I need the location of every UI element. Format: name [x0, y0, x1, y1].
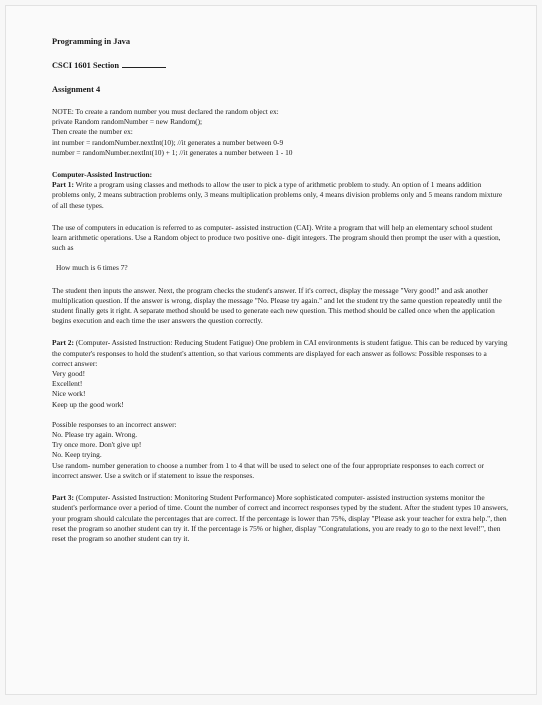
note-block [52, 107, 508, 158]
note-line: NOTE: To create a random number you must declared the random object ex: [52, 107, 279, 116]
part3-label: Part 3: [52, 493, 74, 503]
correct-response: Keep up the good work! [52, 399, 124, 409]
correct-response: Excellent! [52, 379, 83, 389]
note-line: private Random randomNumber = new Random(); [52, 117, 203, 127]
section-blank [122, 61, 166, 68]
cai-intro-paragraph: The use of computers in education is referred to as computer- assisted instruction (CAI). Write a program that will help an elementary school student learn arithmetic operations. Use a Random object to produce two positive one- digit integers. The program should then prompt the user with a question, such as [52, 222, 501, 253]
incorrect-responses-list [52, 420, 508, 461]
cai-heading: Computer-Assisted Instruction: [52, 170, 153, 180]
part2-closing: Use random- number generation to choose a number from 1 to 4 that will be used to select one of the four appropriate responses to each correct or incorrect answer. Use a switch or if statement to issue the responses. [52, 460, 485, 480]
student-answer-paragraph: The student then inputs the answer. Next, the program checks the student's answer. If it's correct, display the message "Very good!" and ask another multiplication question. If the answer is wrong, display the message "No. Please try again." and let the student try the same question repeatedly until the student finally gets it right. A separate method should be used to generate each new question. This method should be called once when the application begins execution and each time the user answers the question correctly. [52, 285, 502, 326]
sample-question: How much is 6 times 7? [56, 263, 128, 273]
part2-label: Part 2: [52, 338, 74, 348]
document-content [52, 36, 508, 544]
part3-paragraph [52, 493, 508, 544]
incorrect-response: No. Keep trying. [52, 450, 102, 460]
course-label: CSCI 1601 Section [52, 61, 120, 70]
part1-text: Write a program using classes and methods to allow the user to pick a type of arithmetic problem to study. An option of 1 means addition problems only, 2 means subtraction problems only, 3 means multiplication problems only, 4 means division problems only and 5 means random mixture of all these types. [52, 180, 503, 210]
course-line [52, 60, 508, 71]
assignment-title: Assignment 4 [52, 85, 101, 94]
part3-text: (Computer- Assisted Instruction: Monitoring Student Performance) More sophisticated computer- assisted instruction systems monitor the student's performance over a period of time. Count the number of correct and incorrect responses typed by the student. After the student types 10 answers, your program should calculate the percentages that are correct. If the percentage is lower than 75%, display "Please ask your teacher for extra help.", then reset the program so another student can try it. If the percentage is 75% or higher, display "Congratulations, you are ready to go to the next level!", then reset the program so another student can try it. [52, 493, 508, 543]
document-title: Programming in Java [52, 37, 131, 46]
note-line: int number = randomNumber.nextInt(10); //it generates a number between 0-9 [52, 137, 284, 147]
correct-response: Very good! [52, 369, 86, 379]
part2-paragraph [52, 338, 508, 369]
correct-responses-list [52, 369, 508, 410]
part2-text: (Computer- Assisted Instruction: Reducing Student Fatigue) One problem in CAI environments is student fatigue. This can be reduced by varying the computer's responses to hold the student's attention, so that various comments are displayed for each answer as follows: Possible responses to a correct answer: [52, 338, 508, 368]
incorrect-heading: Possible responses to an incorrect answer: [52, 419, 177, 429]
incorrect-response: No. Please try again. Wrong. [52, 430, 138, 440]
part1-paragraph [52, 180, 508, 211]
incorrect-response: Try once more. Don't give up! [52, 440, 142, 450]
note-line: number = randomNumber.nextInt(10) + 1; //it generates a number between 1 - 10 [52, 147, 293, 157]
document-page [5, 5, 537, 695]
part1-label: Part 1: [52, 180, 74, 190]
correct-response: Nice work! [52, 389, 86, 399]
note-line: Then create the number ex: [52, 127, 133, 137]
